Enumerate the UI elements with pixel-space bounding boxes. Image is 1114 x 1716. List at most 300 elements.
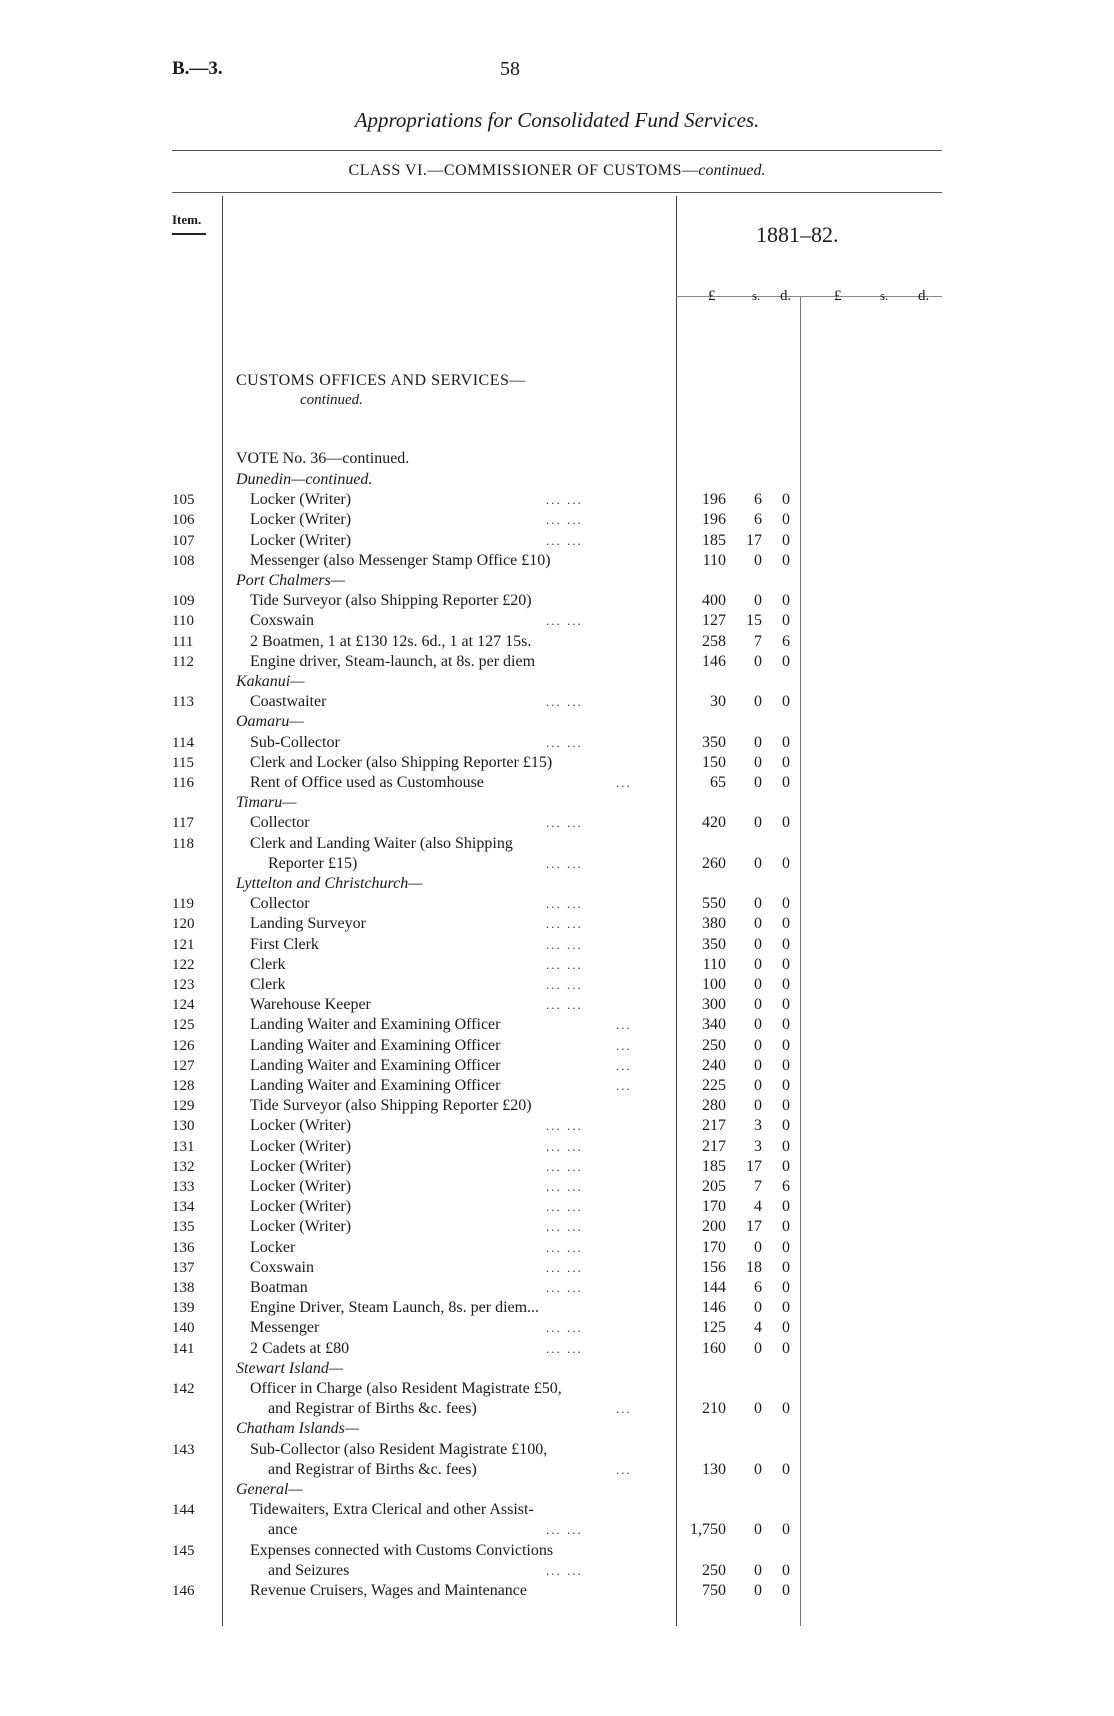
item-description: and Registrar of Births &c. fees) bbox=[268, 1460, 477, 1478]
item-number: 114 bbox=[172, 734, 194, 751]
shillings-value: 17 bbox=[746, 1218, 762, 1236]
shillings-value: 0 bbox=[754, 935, 762, 953]
shillings-value: 0 bbox=[754, 1238, 762, 1256]
item-description: Messenger (also Messenger Stamp Office £10) bbox=[250, 551, 551, 569]
pounds-value: 185 bbox=[702, 531, 726, 549]
table-row bbox=[0, 1460, 1114, 1480]
pence-value: 0 bbox=[782, 1400, 790, 1418]
pounds-value: 150 bbox=[702, 753, 726, 771]
item-number: 140 bbox=[172, 1320, 195, 1337]
shillings-value: 0 bbox=[754, 955, 762, 973]
item-description: Engine driver, Steam-launch, at 8s. per diem bbox=[250, 652, 536, 670]
pence-value: 0 bbox=[782, 1137, 790, 1155]
leader-dots: ... ... bbox=[546, 1179, 583, 1194]
leader-dots: ... ... bbox=[546, 492, 583, 508]
leader-dots: ... ... bbox=[546, 896, 583, 912]
item-description: Clerk and Locker (also Shipping Reporter £15) bbox=[250, 753, 553, 771]
pounds-value: 65 bbox=[710, 774, 726, 791]
pounds-value: 550 bbox=[702, 895, 726, 913]
item-number: 128 bbox=[172, 1078, 195, 1094]
table-row bbox=[0, 995, 1114, 1015]
pounds-value: 280 bbox=[702, 1097, 726, 1115]
pence-value: 0 bbox=[782, 592, 790, 610]
item-column-header: Item. bbox=[172, 212, 202, 227]
item-number: 126 bbox=[172, 1037, 195, 1054]
district-heading bbox=[0, 1480, 1114, 1500]
district-name: Dunedin—continued. bbox=[236, 471, 373, 488]
shillings-value: 0 bbox=[754, 1036, 762, 1054]
item-description: Clerk bbox=[250, 976, 286, 993]
item-description: and Seizures bbox=[268, 1561, 350, 1579]
pence-value: 0 bbox=[782, 1258, 790, 1276]
item-description: Rent of Office used as Customhouse bbox=[250, 774, 484, 791]
district-name: Timaru— bbox=[236, 794, 297, 812]
item-number: 139 bbox=[172, 1300, 195, 1317]
item-number: 127 bbox=[172, 1057, 195, 1074]
shillings-value: 0 bbox=[754, 1299, 762, 1317]
leader-dots: ... ... bbox=[546, 1562, 583, 1578]
pence-value: 6 bbox=[782, 632, 790, 650]
item-description: Landing Waiter and Examining Officer bbox=[250, 1056, 501, 1074]
item-description: Warehouse Keeper bbox=[250, 996, 371, 1014]
item-description: Engine Driver, Steam Launch, 8s. per diem... bbox=[250, 1299, 540, 1317]
item-number: 133 bbox=[172, 1179, 195, 1195]
district-heading bbox=[0, 712, 1114, 732]
table-row bbox=[0, 773, 1114, 793]
item-number: 124 bbox=[172, 997, 195, 1014]
pounds-value: 300 bbox=[702, 996, 726, 1014]
shillings-value: 0 bbox=[754, 1339, 762, 1357]
pence-value: 0 bbox=[782, 1016, 790, 1034]
pounds-value: 160 bbox=[702, 1339, 726, 1357]
table-row bbox=[0, 1197, 1114, 1217]
pence-value: 0 bbox=[782, 491, 790, 509]
shillings-value: 0 bbox=[754, 814, 762, 832]
pounds-value: 30 bbox=[710, 693, 726, 711]
district-name: Kakanui— bbox=[236, 673, 305, 690]
page-title: Appropriations for Consolidated Fund Services. bbox=[354, 108, 760, 132]
pence-value: 0 bbox=[782, 895, 790, 913]
item-description: Locker (Writer) bbox=[250, 531, 352, 549]
section-continued: continued. bbox=[300, 392, 363, 408]
table-row bbox=[0, 935, 1114, 955]
item-description: Locker (Writer) bbox=[250, 1218, 352, 1236]
pence-value: 0 bbox=[782, 1299, 790, 1317]
shillings-value: 4 bbox=[754, 1319, 762, 1337]
leader-dots: ... ... bbox=[546, 956, 583, 972]
shillings-value: 0 bbox=[754, 895, 762, 913]
item-description: Locker bbox=[250, 1238, 296, 1256]
leader-dots: ... ... bbox=[546, 1259, 583, 1275]
leader-dots: ... ... bbox=[546, 1320, 583, 1336]
shillings-value: 6 bbox=[754, 1279, 762, 1296]
item-description: Sub-Collector (also Resident Magistrate £100, bbox=[250, 1440, 548, 1458]
item-number: 120 bbox=[172, 916, 195, 933]
pence-value: 0 bbox=[782, 774, 790, 791]
pence-value: 0 bbox=[782, 1582, 790, 1599]
shillings-value: 7 bbox=[754, 1178, 762, 1195]
pounds-value: 225 bbox=[702, 1077, 726, 1094]
class-title bbox=[0, 162, 1114, 180]
item-description: Landing Waiter and Examining Officer bbox=[250, 1036, 501, 1054]
pence-value: 0 bbox=[782, 1077, 790, 1094]
item-description: Landing Waiter and Examining Officer bbox=[250, 1077, 501, 1094]
item-description: Locker (Writer) bbox=[250, 1117, 352, 1135]
pounds-value: 185 bbox=[702, 1157, 726, 1175]
pounds-value: 210 bbox=[702, 1400, 726, 1418]
item-description: Locker (Writer) bbox=[250, 1198, 352, 1216]
item-number: 117 bbox=[172, 815, 194, 832]
shillings-value: 0 bbox=[754, 915, 762, 933]
table-row bbox=[0, 813, 1114, 833]
item-number: 129 bbox=[172, 1098, 195, 1115]
table-row bbox=[0, 1036, 1114, 1056]
shillings-value: 6 bbox=[754, 511, 762, 529]
district-name: Stewart Island— bbox=[236, 1359, 344, 1377]
item-description: Clerk and Landing Waiter (also Shipping bbox=[250, 834, 513, 852]
table-row bbox=[0, 753, 1114, 773]
shillings-value: 18 bbox=[746, 1258, 762, 1276]
leader-dots: ... ... bbox=[546, 855, 583, 871]
leader-dots: ... ... bbox=[546, 977, 583, 992]
leader-dots: ... ... bbox=[546, 997, 583, 1013]
table-row bbox=[0, 1076, 1114, 1096]
shillings-value: 4 bbox=[754, 1198, 762, 1216]
pounds-value: 260 bbox=[702, 854, 726, 872]
item-description: Locker (Writer) bbox=[250, 1178, 352, 1195]
section-title: CUSTOMS OFFICES AND SERVICES— bbox=[236, 372, 526, 389]
table-row bbox=[0, 1561, 1114, 1581]
item-number: 111 bbox=[172, 633, 194, 650]
table-row bbox=[0, 834, 1114, 854]
pounds-value: 110 bbox=[702, 955, 726, 973]
leader-dots: ... ... bbox=[546, 694, 583, 710]
pounds-header-1: £ bbox=[708, 288, 716, 304]
pounds-value: 420 bbox=[702, 814, 726, 832]
pence-value: 0 bbox=[782, 1198, 790, 1216]
item-description: ance bbox=[268, 1521, 298, 1539]
vote-heading: VOTE No. 36—continued. bbox=[236, 450, 410, 467]
pence-value: 0 bbox=[782, 955, 790, 973]
pence-value: 0 bbox=[782, 733, 790, 751]
item-description: Locker (Writer) bbox=[250, 1137, 352, 1155]
leader-dots: ... bbox=[616, 1057, 632, 1073]
item-number: 146 bbox=[172, 1583, 195, 1599]
shillings-value: 0 bbox=[754, 551, 762, 569]
item-description: Tidewaiters, Extra Clerical and other Assist- bbox=[250, 1501, 534, 1519]
item-description: Coastwaiter bbox=[250, 693, 327, 711]
table-row bbox=[0, 652, 1114, 672]
shillings-value: 0 bbox=[754, 976, 762, 993]
pence-value: 0 bbox=[782, 1036, 790, 1054]
pence-value: 0 bbox=[782, 935, 790, 953]
pounds-value: 750 bbox=[702, 1582, 726, 1599]
district-name: Oamaru— bbox=[236, 713, 304, 731]
table-row bbox=[0, 1520, 1114, 1540]
item-number: 116 bbox=[172, 775, 194, 791]
shillings-value: 15 bbox=[746, 612, 762, 630]
pence-value: 0 bbox=[782, 996, 790, 1014]
leader-dots: ... ... bbox=[546, 1158, 583, 1174]
leader-dots: ... bbox=[616, 1401, 632, 1417]
pounds-value: 258 bbox=[702, 632, 726, 650]
table-row bbox=[0, 733, 1114, 753]
shillings-value: 17 bbox=[746, 531, 762, 549]
header-rule-bottom bbox=[172, 192, 942, 193]
pence-value: 0 bbox=[782, 1460, 790, 1478]
pence-value: 0 bbox=[782, 1157, 790, 1175]
pounds-value: 196 bbox=[702, 491, 726, 509]
pounds-value: 205 bbox=[702, 1178, 726, 1195]
pounds-value: 200 bbox=[702, 1218, 726, 1236]
shillings-value: 0 bbox=[754, 1097, 762, 1115]
item-number: 141 bbox=[172, 1340, 195, 1357]
item-description: Collector bbox=[250, 895, 310, 913]
shillings-value: 7 bbox=[754, 632, 762, 650]
shillings-value: 0 bbox=[754, 1400, 762, 1418]
pounds-value: 350 bbox=[702, 935, 726, 953]
leader-dots: ... ... bbox=[546, 1219, 583, 1235]
table-row bbox=[0, 1238, 1114, 1258]
pence-value: 0 bbox=[782, 814, 790, 832]
table-row bbox=[0, 1541, 1114, 1561]
item-description: Coxswain bbox=[250, 612, 314, 630]
item-description: Expenses connected with Customs Convictions bbox=[250, 1541, 554, 1559]
pounds-value: 380 bbox=[702, 915, 726, 933]
item-number: 142 bbox=[172, 1381, 195, 1397]
district-heading bbox=[0, 672, 1114, 692]
table-row bbox=[0, 1258, 1114, 1278]
item-description: Landing Waiter and Examining Officer bbox=[250, 1016, 501, 1034]
table-row bbox=[0, 551, 1114, 571]
item-description: Revenue Cruisers, Wages and Maintenance bbox=[250, 1582, 527, 1599]
leader-dots: ... ... bbox=[546, 1280, 583, 1295]
pence-value: 0 bbox=[782, 1097, 790, 1115]
table-row bbox=[0, 692, 1114, 712]
pence-value: 0 bbox=[782, 1218, 790, 1236]
leader-dots: ... bbox=[616, 1037, 632, 1053]
table-row bbox=[0, 1177, 1114, 1197]
leader-dots: ... bbox=[616, 1078, 632, 1093]
pence-value: 0 bbox=[782, 1238, 790, 1256]
item-description: Officer in Charge (also Resident Magistrate £50, bbox=[250, 1380, 562, 1397]
item-number: 130 bbox=[172, 1118, 195, 1135]
pounds-value: 144 bbox=[702, 1279, 726, 1296]
district-name: Port Chalmers— bbox=[236, 572, 345, 589]
item-description: First Clerk bbox=[250, 935, 319, 953]
shillings-value: 6 bbox=[754, 491, 762, 509]
pence-value: 6 bbox=[782, 1178, 790, 1195]
item-number: 112 bbox=[172, 653, 194, 670]
pence-value: 0 bbox=[782, 1521, 790, 1539]
district-heading bbox=[0, 874, 1114, 894]
table-row bbox=[0, 914, 1114, 934]
item-number: 122 bbox=[172, 956, 195, 973]
table-row bbox=[0, 1399, 1114, 1419]
header-rule-top bbox=[172, 150, 942, 151]
item-description: 2 Cadets at £80 bbox=[250, 1339, 350, 1357]
item-description: Locker (Writer) bbox=[250, 511, 352, 529]
pounds-value: 400 bbox=[702, 592, 726, 610]
pounds-value: 146 bbox=[702, 1299, 726, 1317]
table-row bbox=[0, 1096, 1114, 1116]
table-row bbox=[0, 591, 1114, 611]
shillings-value: 0 bbox=[754, 592, 762, 610]
pounds-value: 1,750 bbox=[690, 1521, 726, 1539]
table-row bbox=[0, 1298, 1114, 1318]
table-row bbox=[0, 1056, 1114, 1076]
item-number: 134 bbox=[172, 1199, 195, 1216]
item-description: Locker (Writer) bbox=[250, 491, 352, 509]
item-number: 107 bbox=[172, 532, 195, 549]
item-number: 145 bbox=[172, 1542, 195, 1559]
district-heading bbox=[0, 571, 1114, 591]
table-row bbox=[0, 1318, 1114, 1338]
leader-dots: ... ... bbox=[546, 512, 583, 528]
item-number: 137 bbox=[172, 1259, 195, 1276]
district-heading bbox=[0, 470, 1114, 490]
item-number: 123 bbox=[172, 977, 195, 993]
pence-value: 0 bbox=[782, 1117, 790, 1135]
table-row bbox=[0, 1581, 1114, 1601]
pence-value: 0 bbox=[782, 531, 790, 549]
pounds-value: 156 bbox=[702, 1258, 726, 1276]
shillings-value: 0 bbox=[754, 1521, 762, 1539]
pounds-value: 125 bbox=[702, 1319, 726, 1337]
item-number: 135 bbox=[172, 1219, 195, 1236]
pounds-value: 170 bbox=[702, 1198, 726, 1216]
table-row bbox=[0, 1137, 1114, 1157]
shillings-value: 0 bbox=[754, 733, 762, 751]
pence-value: 0 bbox=[782, 612, 790, 630]
item-number: 106 bbox=[172, 512, 195, 529]
item-description: and Registrar of Births &c. fees) bbox=[268, 1400, 477, 1418]
item-description: Locker (Writer) bbox=[250, 1157, 352, 1175]
shillings-value: 0 bbox=[754, 652, 762, 670]
pence-value: 0 bbox=[782, 854, 790, 872]
district-heading bbox=[0, 1419, 1114, 1439]
table-row bbox=[0, 894, 1114, 914]
pence-header-1: d. bbox=[780, 288, 792, 304]
table-row bbox=[0, 1500, 1114, 1520]
leader-dots: ... ... bbox=[546, 613, 583, 629]
shillings-value: 0 bbox=[754, 774, 762, 791]
district-heading bbox=[0, 1359, 1114, 1379]
item-description: Tide Surveyor (also Shipping Reporter £20) bbox=[250, 592, 532, 610]
item-number: 119 bbox=[172, 896, 194, 913]
item-number: 138 bbox=[172, 1280, 195, 1296]
pence-value: 0 bbox=[782, 1319, 790, 1337]
shillings-value: 0 bbox=[754, 1561, 762, 1579]
leader-dots: ... ... bbox=[546, 815, 583, 831]
class-title-continued: continued. bbox=[698, 162, 766, 179]
table-row bbox=[0, 611, 1114, 631]
table-row bbox=[0, 955, 1114, 975]
shillings-value: 3 bbox=[754, 1137, 762, 1155]
shillings-value: 0 bbox=[754, 1056, 762, 1074]
pounds-value: 110 bbox=[702, 551, 726, 569]
pence-value: 0 bbox=[782, 511, 790, 529]
item-number: 132 bbox=[172, 1158, 195, 1175]
item-number: 115 bbox=[172, 754, 194, 771]
pence-value: 0 bbox=[782, 976, 790, 993]
shillings-value: 0 bbox=[754, 1016, 762, 1034]
leader-dots: ... ... bbox=[546, 1118, 583, 1134]
pence-value: 0 bbox=[782, 1279, 790, 1296]
district-name: Chatham Islands— bbox=[236, 1420, 360, 1438]
leader-dots: ... ... bbox=[546, 1340, 583, 1356]
pence-value: 0 bbox=[782, 652, 790, 670]
pence-value: 0 bbox=[782, 1561, 790, 1579]
item-number: 110 bbox=[172, 613, 194, 630]
item-header-underline bbox=[172, 233, 206, 235]
item-number: 143 bbox=[172, 1441, 195, 1458]
item-description: Coxswain bbox=[250, 1258, 314, 1276]
item-description: Tide Surveyor (also Shipping Reporter £20) bbox=[250, 1097, 532, 1115]
shillings-value: 0 bbox=[754, 996, 762, 1014]
pounds-value: 196 bbox=[702, 511, 726, 529]
shillings-value: 0 bbox=[754, 854, 762, 872]
item-description: Boatman bbox=[250, 1279, 308, 1296]
pounds-value: 217 bbox=[702, 1117, 726, 1135]
table-row bbox=[0, 1157, 1114, 1177]
pounds-value: 240 bbox=[702, 1056, 726, 1074]
item-description: Clerk bbox=[250, 955, 286, 973]
shillings-value: 0 bbox=[754, 753, 762, 771]
item-description: Sub-Collector bbox=[250, 733, 340, 751]
pounds-value: 250 bbox=[702, 1561, 726, 1579]
district-name: General— bbox=[236, 1481, 303, 1498]
table-row bbox=[0, 1339, 1114, 1359]
shillings-value: 0 bbox=[754, 693, 762, 711]
item-number: 136 bbox=[172, 1239, 195, 1256]
district-heading bbox=[0, 793, 1114, 813]
item-number: 105 bbox=[172, 492, 195, 509]
table-row bbox=[0, 854, 1114, 874]
table-row bbox=[0, 531, 1114, 551]
pence-value: 0 bbox=[782, 551, 790, 569]
page-number: 58 bbox=[500, 58, 520, 80]
item-number: 113 bbox=[172, 694, 194, 711]
pounds-value: 250 bbox=[702, 1036, 726, 1054]
item-description: Collector bbox=[250, 814, 310, 832]
pence-value: 0 bbox=[782, 693, 790, 711]
pence-header-2: d. bbox=[918, 288, 930, 304]
table-row bbox=[0, 1379, 1114, 1399]
shillings-header-1: s. bbox=[752, 288, 761, 303]
table-row bbox=[0, 510, 1114, 530]
table-row bbox=[0, 1116, 1114, 1136]
leader-dots: ... ... bbox=[546, 532, 583, 548]
leader-dots: ... ... bbox=[546, 1138, 583, 1154]
item-description: Messenger bbox=[250, 1319, 320, 1337]
table-row bbox=[0, 490, 1114, 510]
pounds-header-2: £ bbox=[834, 288, 842, 304]
pounds-value: 217 bbox=[702, 1137, 726, 1155]
pence-value: 0 bbox=[782, 753, 790, 771]
table-row bbox=[0, 1217, 1114, 1237]
class-title-main: CLASS VI.—COMMISSIONER OF CUSTOMS— bbox=[348, 162, 699, 179]
leader-dots: ... ... bbox=[546, 1239, 583, 1255]
leader-dots: ... ... bbox=[546, 1199, 583, 1215]
leader-dots: ... ... bbox=[546, 1522, 583, 1538]
pence-value: 0 bbox=[782, 1056, 790, 1074]
table-row bbox=[0, 1440, 1114, 1460]
item-number: 121 bbox=[172, 936, 195, 953]
item-description: 2 Boatmen, 1 at £130 12s. 6d., 1 at 127 15s. bbox=[250, 632, 532, 650]
item-description: Landing Surveyor bbox=[250, 915, 366, 933]
item-number: 118 bbox=[172, 835, 194, 852]
